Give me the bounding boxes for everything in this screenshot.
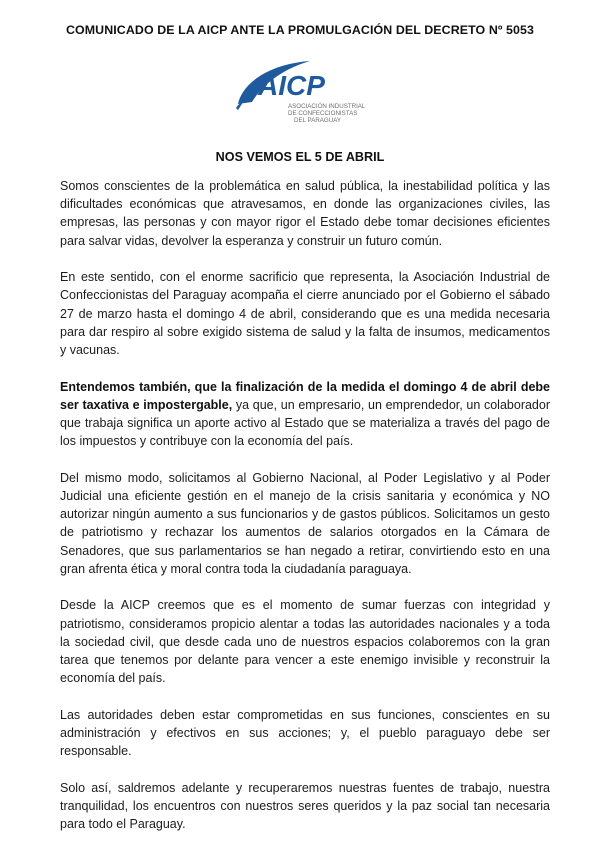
paragraph-4 — [60, 469, 550, 578]
aicp-logo — [228, 56, 378, 136]
document-subtitle: NOS VEMOS EL 5 DE ABRIL — [215, 150, 385, 164]
aicp-logo-graphic — [228, 56, 378, 136]
document-body — [60, 177, 550, 852]
paragraph-6 — [60, 706, 550, 761]
logo-acronym: AICP — [258, 70, 325, 101]
paragraph-6-text: Las autoridades deben estar comprometidas en sus funciones, conscientes en su administración y efectivos en sus acciones; y, el pueblo paraguayo debe ser responsable. — [60, 707, 550, 759]
logo-line-3: DEL PARAGUAY — [294, 117, 341, 124]
paragraph-1-text: Somos conscientes de la problemática en salud pública, la inestabilidad política y las dificultades económicas que atravesamos, en donde las organizaciones civiles, las empresas, las personas y con mayor rigor el Estado debe tomar decisiones eficientes para salvar vidas, devolver la esperanza y construir un futuro común. — [60, 179, 550, 248]
paragraph-2 — [60, 268, 550, 359]
paragraph-5-text: Desde la AICP creemos que es el momento de sumar fuerzas con integridad y patriotismo, consideramos propicio alentar a todas las autoridades nacionales y a toda la sociedad civil, que desde cada uno de nuestros espacios colaboremos con la gran tarea que tenemos por delante para vencer a este enemigo invisible y reconstruir la economía del país. — [60, 598, 550, 686]
paragraph-2-text: En este sentido, con el enorme sacrificio que representa, la Asociación Industrial de Confeccionistas del Paraguay acompaña el cierre anunciado por el Gobierno el sábado 27 de marzo hasta el domingo 4 de abril, considerando que es una medida necesaria para dar respiro al sobre exigido sistema de salud y la falta de insumos, medicamentos y vacunas. — [60, 270, 550, 358]
paragraph-5 — [60, 596, 550, 687]
document-heading: COMUNICADO DE LA AICP ANTE LA PROMULGACIÓN DEL DECRETO Nº 5053 — [65, 23, 535, 37]
paragraph-3-bold-text: Entendemos también, que la finalización de la medida el domingo 4 de abril debe ser taxativa e impostergable, — [60, 379, 550, 412]
paragraph-3 — [60, 378, 550, 451]
paragraph-4-text: Del mismo modo, solicitamos al Gobierno Nacional, al Poder Legislativo y al Poder Judicial una eficiente gestión en el manejo de la crisis sanitaria y económica y NO autorizar ningún aumento a sus funcionarios y de gastos públicos. Solicitamos un gesto de patriotismo y rechazar los aumentos de salarios otorgados en la Cámara de Senadores, que sus parlamentarios se han negado a retirar, convirtiendo esto en una gran afrenta ética y moral contra toda la ciudadanía paraguaya. — [60, 470, 550, 576]
paragraph-7 — [60, 779, 550, 834]
paragraph-7-text: Solo así, saldremos adelante y recuperaremos nuestras fuentes de trabajo, nuestra tranquilidad, los encuentros con nuestros seres queridos y la paz social tan necesaria para todo el Paraguay. — [60, 780, 550, 832]
logo-line-2: DE CONFECCIONISTAS — [288, 110, 358, 117]
paragraph-3-text: ya que, un empresario, un emprendedor, un colaborador que trabaja significa un aporte activo al Estado que se materializa a través del pago de los impuestos y contribuye con la economía del país. — [60, 397, 550, 449]
paragraph-1 — [60, 177, 550, 250]
logo-line-1: ASOCIACIÓN INDUSTRIAL — [288, 103, 366, 110]
